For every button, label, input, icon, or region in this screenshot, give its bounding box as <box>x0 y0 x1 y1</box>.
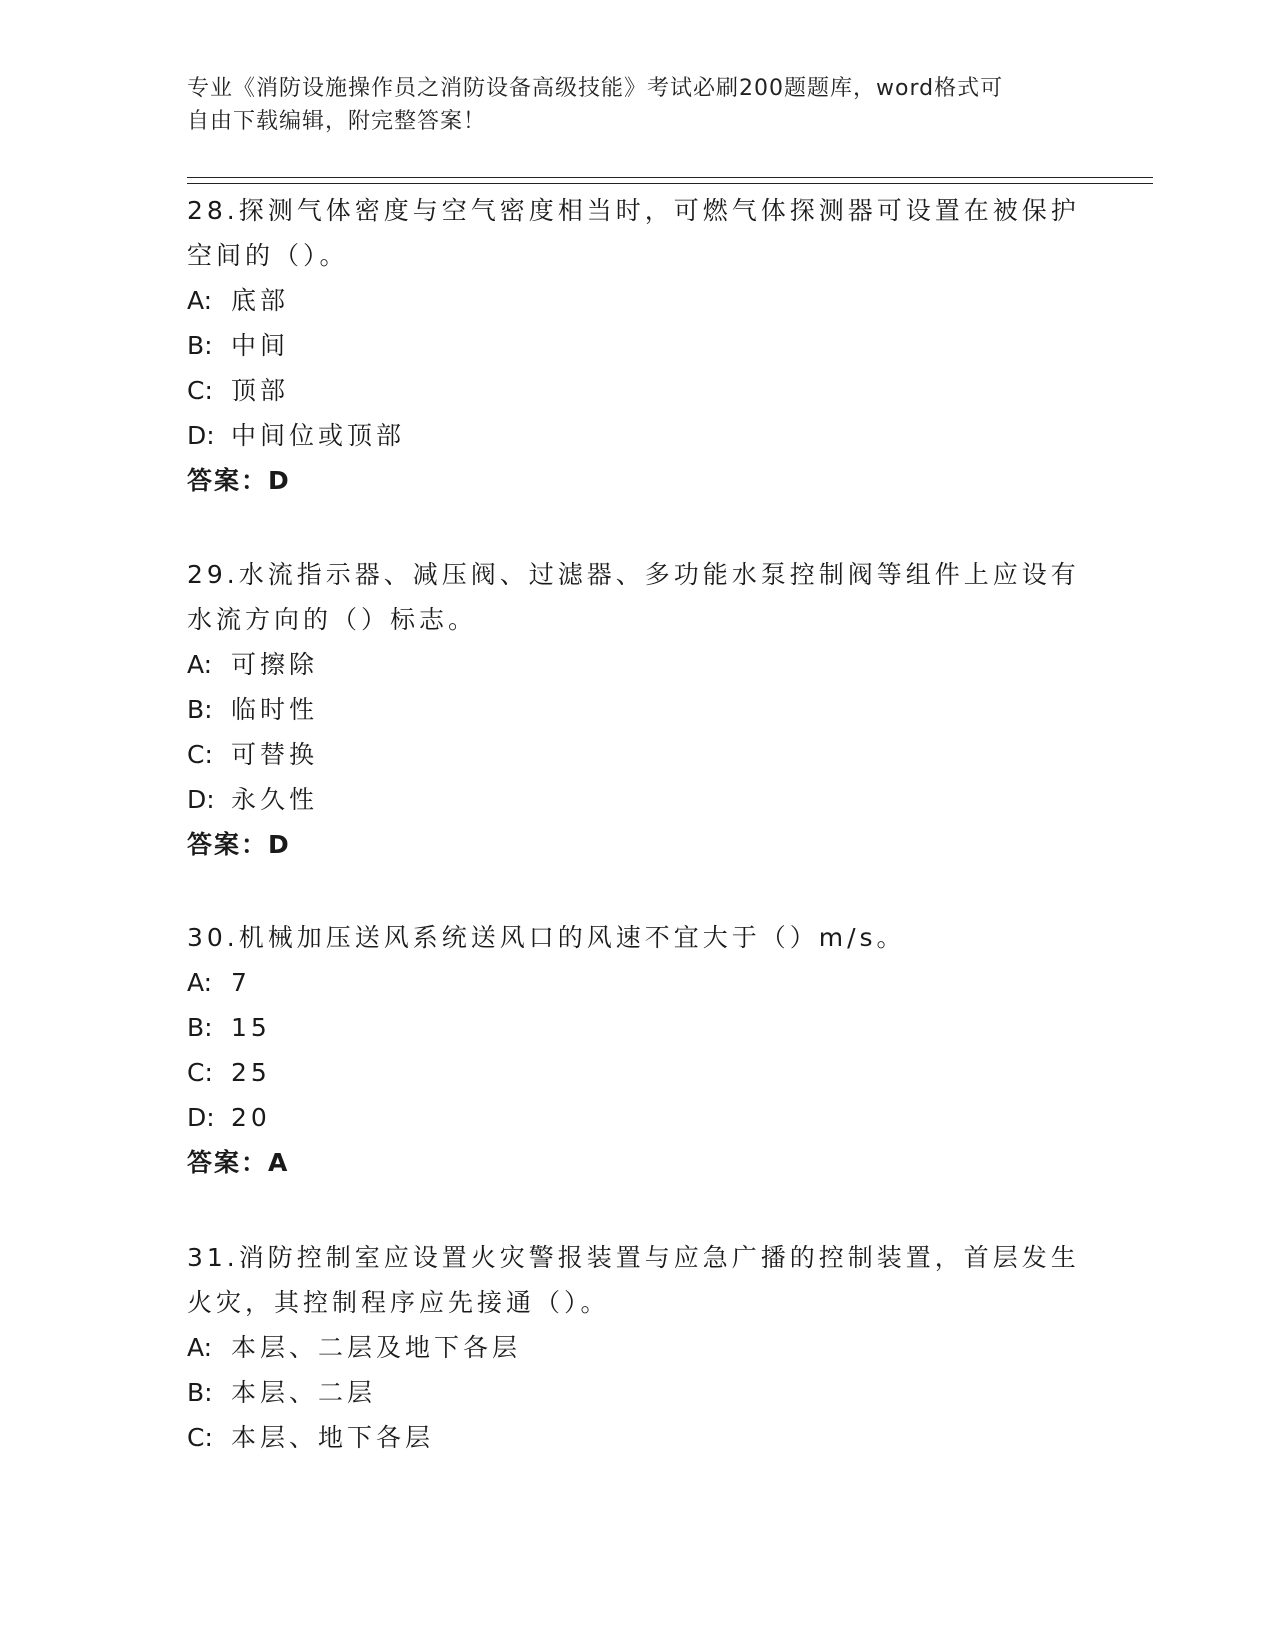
question-30 <box>187 915 1087 1185</box>
header-divider-top <box>187 177 1153 178</box>
header-divider-bottom <box>187 183 1153 184</box>
question-stem-line: 28.探测气体密度与空气密度相当时，可燃气体探测器可设置在被保护 <box>187 196 1080 225</box>
option-text: 可替换 <box>231 740 319 769</box>
option-text: 永久性 <box>231 785 319 814</box>
option-key: A: <box>187 968 213 997</box>
option-text: 15 <box>231 1013 271 1042</box>
option-d <box>187 777 1087 822</box>
option-b <box>187 1005 1087 1050</box>
document-header <box>187 72 1067 138</box>
question-29 <box>187 552 1087 867</box>
header-line-2: 自由下载编辑，附完整答案！ <box>187 109 487 134</box>
option-c <box>187 1050 1087 1095</box>
option-key: B: <box>187 695 213 724</box>
question-28 <box>187 188 1087 503</box>
question-stem-line: 31.消防控制室应设置火灾警报装置与应急广播的控制装置，首层发生 <box>187 1243 1080 1272</box>
option-text: 7 <box>231 968 251 997</box>
option-b <box>187 687 1087 732</box>
question-stem-line: 水流方向的（）标志。 <box>187 605 478 634</box>
option-a <box>187 960 1087 1005</box>
option-text: 20 <box>231 1103 271 1132</box>
answer-line: 答案：A <box>187 1148 290 1177</box>
option-text: 本层、二层及地下各层 <box>231 1333 522 1362</box>
option-text: 本层、地下各层 <box>231 1423 435 1452</box>
answer-line: 答案：D <box>187 466 291 495</box>
option-c <box>187 732 1087 777</box>
question-stem-line: 空间的（）。 <box>187 241 349 270</box>
option-text: 中间位或顶部 <box>231 421 406 450</box>
option-key: B: <box>187 331 213 360</box>
option-key: B: <box>187 1378 213 1407</box>
option-a <box>187 278 1087 323</box>
option-c <box>187 368 1087 413</box>
option-text: 顶部 <box>231 376 290 405</box>
option-key: A: <box>187 650 213 679</box>
option-key: C: <box>187 1058 213 1087</box>
option-text: 底部 <box>231 286 290 315</box>
question-stem-line: 29.水流指示器、减压阀、过滤器、多功能水泵控制阀等组件上应设有 <box>187 560 1080 589</box>
option-key: D: <box>187 785 215 814</box>
option-a <box>187 1325 1087 1370</box>
option-key: A: <box>187 1333 213 1362</box>
option-a <box>187 642 1087 687</box>
option-b <box>187 1370 1087 1415</box>
option-key: D: <box>187 1103 215 1132</box>
question-stem-line: 30.机械加压送风系统送风口的风速不宜大于（）m/s。 <box>187 923 906 952</box>
option-d <box>187 1095 1087 1140</box>
question-stem-line: 火灾，其控制程序应先接通（）。 <box>187 1288 610 1317</box>
option-key: C: <box>187 740 213 769</box>
option-key: A: <box>187 286 213 315</box>
question-31 <box>187 1235 1087 1460</box>
option-key: C: <box>187 1423 213 1452</box>
header-line-1: 专业《消防设施操作员之消防设备高级技能》考试必刷200题题库，word格式可 <box>187 76 1004 101</box>
option-text: 25 <box>231 1058 271 1087</box>
option-key: B: <box>187 1013 213 1042</box>
option-key: D: <box>187 421 215 450</box>
option-text: 可擦除 <box>231 650 319 679</box>
option-key: C: <box>187 376 213 405</box>
option-d <box>187 413 1087 458</box>
option-text: 临时性 <box>231 695 319 724</box>
option-b <box>187 323 1087 368</box>
option-c <box>187 1415 1087 1460</box>
option-text: 中间 <box>231 331 290 360</box>
answer-line: 答案：D <box>187 830 291 859</box>
option-text: 本层、二层 <box>231 1378 377 1407</box>
